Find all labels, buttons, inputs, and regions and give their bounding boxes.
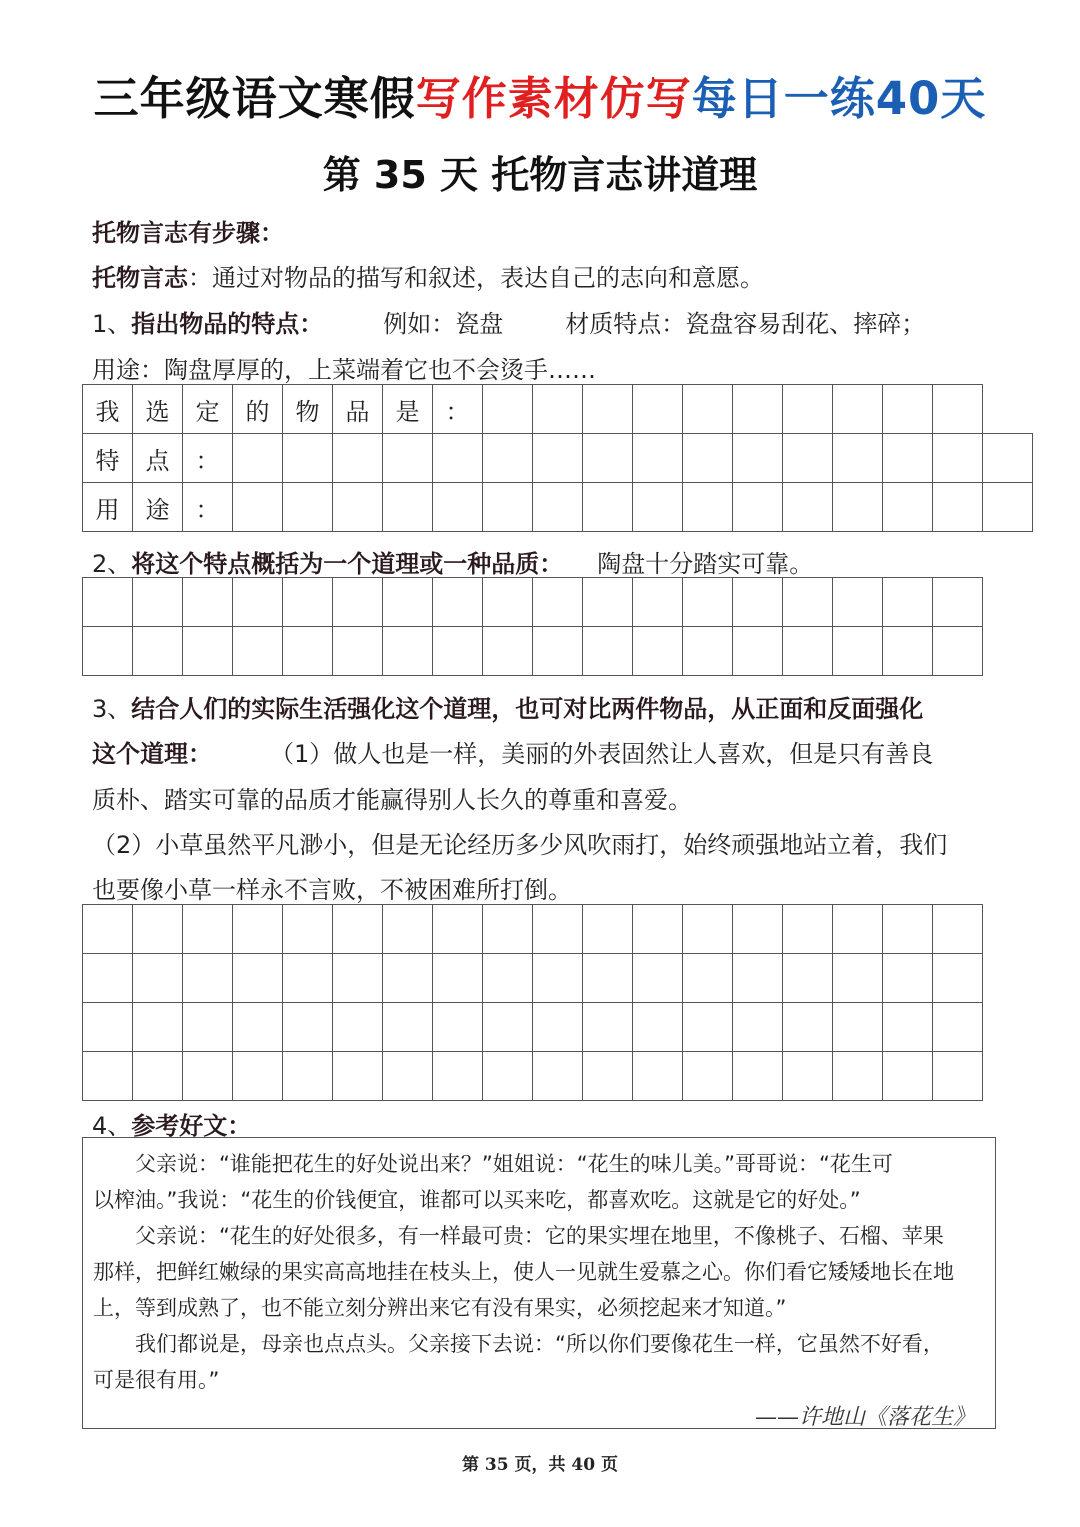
step3-grid[interactable] bbox=[82, 904, 983, 1101]
blank-cell[interactable] bbox=[733, 905, 783, 954]
blank-cell[interactable] bbox=[133, 1003, 183, 1052]
blank-cell[interactable] bbox=[233, 578, 283, 627]
step2-example: 陶盘十分踏实可靠。 bbox=[597, 550, 814, 578]
grid-cell: 点 bbox=[133, 434, 183, 483]
blank-cell[interactable] bbox=[933, 483, 983, 532]
blank-cell[interactable] bbox=[933, 1052, 983, 1101]
blank-cell[interactable] bbox=[833, 578, 883, 627]
blank-cell[interactable] bbox=[183, 578, 233, 627]
definition-term: 托物言志 bbox=[92, 264, 188, 292]
blank-cell[interactable] bbox=[283, 627, 333, 676]
blank-cell[interactable] bbox=[583, 483, 633, 532]
blank-cell[interactable] bbox=[733, 1052, 783, 1101]
blank-cell[interactable] bbox=[683, 483, 733, 532]
blank-cell[interactable] bbox=[283, 578, 333, 627]
blank-cell[interactable] bbox=[883, 1052, 933, 1101]
blank-cell[interactable] bbox=[633, 1052, 683, 1101]
step1-number: 1、 bbox=[92, 310, 132, 338]
blank-cell[interactable] bbox=[433, 434, 483, 483]
grid-row-item bbox=[83, 385, 1033, 434]
step4-heading: 参考好文： bbox=[131, 1112, 252, 1140]
blank-cell[interactable] bbox=[933, 434, 983, 483]
blank-cell[interactable] bbox=[683, 905, 733, 954]
grid-cell: ： bbox=[183, 434, 233, 483]
blank-cell[interactable] bbox=[883, 905, 933, 954]
title-part1: 三年级语文寒假 bbox=[93, 72, 416, 125]
step3-line1 bbox=[92, 689, 992, 724]
step3-example1-line1: （1）做人也是一样，美丽的外表固然让人喜欢，但是只有善良 bbox=[270, 740, 934, 768]
step4-line bbox=[92, 1106, 992, 1141]
blank-cell[interactable] bbox=[633, 483, 683, 532]
blank-cell[interactable] bbox=[433, 1003, 483, 1052]
step2-grid[interactable] bbox=[82, 577, 983, 676]
blank-cell[interactable] bbox=[333, 578, 383, 627]
blank-cell[interactable] bbox=[533, 434, 583, 483]
essay-line: 上，等到成熟了，也不能立刻分辨出来它有没有果实，必须挖起来才知道。” bbox=[93, 1296, 787, 1320]
blank-cell[interactable] bbox=[933, 954, 983, 1003]
blank-cell[interactable] bbox=[333, 1003, 383, 1052]
blank-cell[interactable] bbox=[683, 1003, 733, 1052]
blank-cell[interactable] bbox=[533, 1003, 583, 1052]
blank-cell[interactable] bbox=[183, 905, 233, 954]
blank-cell[interactable] bbox=[133, 578, 183, 627]
grid-cell: ： bbox=[183, 483, 233, 532]
blank-cell[interactable] bbox=[733, 578, 783, 627]
blank-cell[interactable] bbox=[783, 954, 833, 1003]
blank-cell[interactable] bbox=[783, 905, 833, 954]
blank-cell[interactable] bbox=[533, 1052, 583, 1101]
blank-cell[interactable] bbox=[283, 1052, 333, 1101]
blank-cell[interactable] bbox=[533, 578, 583, 627]
blank-cell[interactable] bbox=[483, 1052, 533, 1101]
blank-cell[interactable] bbox=[883, 434, 933, 483]
blank-cell[interactable] bbox=[633, 578, 683, 627]
reference-essay-box bbox=[82, 1137, 996, 1429]
blank-cell[interactable] bbox=[833, 385, 883, 434]
blank-cell[interactable] bbox=[333, 1052, 383, 1101]
blank-cell[interactable] bbox=[733, 627, 783, 676]
blank-cell[interactable] bbox=[333, 627, 383, 676]
blank-cell[interactable] bbox=[883, 578, 933, 627]
blank-cell[interactable] bbox=[783, 483, 833, 532]
blank-cell[interactable] bbox=[433, 483, 483, 532]
blank-cell[interactable] bbox=[433, 905, 483, 954]
blank-cell[interactable] bbox=[183, 627, 233, 676]
blank-cell[interactable] bbox=[683, 434, 733, 483]
blank-cell[interactable] bbox=[733, 434, 783, 483]
blank-cell[interactable] bbox=[283, 1003, 333, 1052]
blank-cell[interactable] bbox=[683, 627, 733, 676]
blank-cell[interactable] bbox=[633, 954, 683, 1003]
definition-line bbox=[92, 258, 992, 293]
page-title bbox=[0, 62, 1080, 125]
grid-cell: 是 bbox=[383, 385, 433, 434]
blank-cell[interactable] bbox=[333, 954, 383, 1003]
grid-cell: 品 bbox=[333, 385, 383, 434]
blank-cell[interactable] bbox=[283, 905, 333, 954]
step3-number: 3、 bbox=[92, 695, 132, 723]
blank-cell[interactable] bbox=[583, 434, 633, 483]
step2-heading: 将这个特点概括为一个道理或一种品质： bbox=[131, 550, 564, 578]
blank-cell[interactable] bbox=[133, 627, 183, 676]
blank-cell[interactable] bbox=[683, 954, 733, 1003]
blank-cell[interactable] bbox=[733, 385, 783, 434]
blank-cell[interactable] bbox=[633, 905, 683, 954]
blank-cell[interactable] bbox=[683, 578, 733, 627]
blank-cell[interactable] bbox=[533, 954, 583, 1003]
essay-signature: ——许地山《落花生》 bbox=[754, 1405, 975, 1430]
blank-cell[interactable] bbox=[283, 434, 333, 483]
blank-cell[interactable] bbox=[233, 483, 283, 532]
essay-line: 可是很有用。” bbox=[93, 1368, 220, 1392]
page-footer: 第 35 页，共 40 页 bbox=[462, 1455, 618, 1475]
blank-cell[interactable] bbox=[183, 954, 233, 1003]
grid-cell: 特 bbox=[83, 434, 133, 483]
blank-cell[interactable] bbox=[233, 905, 283, 954]
blank-cell[interactable] bbox=[583, 1003, 633, 1052]
step3-example2-line1: （2）小草虽然平凡渺小，但是无论经历多少风吹雨打，始终顽强地站立着，我们 bbox=[92, 831, 948, 859]
step1-use-line: 用途：陶盘厚厚的，上菜端着它也不会烫手…… bbox=[92, 356, 596, 384]
grid-cell: 物 bbox=[283, 385, 333, 434]
blank-cell[interactable] bbox=[933, 1003, 983, 1052]
blank-cell[interactable] bbox=[383, 434, 433, 483]
blank-cell[interactable] bbox=[83, 627, 133, 676]
blank-cell[interactable] bbox=[633, 434, 683, 483]
blank-cell[interactable] bbox=[933, 627, 983, 676]
blank-cell[interactable] bbox=[783, 578, 833, 627]
blank-cell[interactable] bbox=[383, 1003, 433, 1052]
blank-cell[interactable] bbox=[683, 1052, 733, 1101]
essay-line: 以榨油。”我说：“花生的价钱便宜，谁都可以买来吃，都喜欢吃。这就是它的好处。” bbox=[93, 1188, 861, 1212]
step2-number: 2、 bbox=[92, 550, 132, 578]
blank-cell[interactable] bbox=[983, 483, 1033, 532]
blank-cell[interactable] bbox=[883, 483, 933, 532]
blank-cell[interactable] bbox=[533, 385, 583, 434]
blank-cell[interactable] bbox=[883, 954, 933, 1003]
step3-example1-line2: 质朴、踏实可靠的品质才能赢得别人长久的尊重和喜爱。 bbox=[92, 786, 692, 814]
blank-cell[interactable] bbox=[583, 627, 633, 676]
blank-cell[interactable] bbox=[883, 627, 933, 676]
blank-cell[interactable] bbox=[633, 1003, 683, 1052]
blank-cell[interactable] bbox=[483, 627, 533, 676]
blank-cell[interactable] bbox=[483, 905, 533, 954]
blank-cell[interactable] bbox=[433, 954, 483, 1003]
blank-cell[interactable] bbox=[783, 627, 833, 676]
blank-cell[interactable] bbox=[483, 1003, 533, 1052]
blank-cell[interactable] bbox=[883, 1003, 933, 1052]
blank-cell[interactable] bbox=[433, 578, 483, 627]
blank-cell[interactable] bbox=[833, 1003, 883, 1052]
blank-cell[interactable] bbox=[233, 434, 283, 483]
blank-cell[interactable] bbox=[583, 385, 633, 434]
definition-text: ：通过对物品的描写和叙述，表达自己的志向和意愿。 bbox=[188, 264, 764, 292]
day-subtitle: 第 35 天 托物言志讲道理 bbox=[322, 153, 758, 197]
blank-cell[interactable] bbox=[733, 483, 783, 532]
blank-cell[interactable] bbox=[533, 483, 583, 532]
essay-line: 父亲说：“花生的好处很多，有一样最可贵：它的果实埋在地里，不像桃子、石榴、苹果 bbox=[135, 1224, 944, 1248]
blank-cell[interactable] bbox=[833, 1052, 883, 1101]
grid-row-use bbox=[83, 483, 1033, 532]
title-part2: 写作素材仿写 bbox=[415, 72, 692, 125]
grid-cell: ： bbox=[433, 385, 483, 434]
blank-cell[interactable] bbox=[883, 385, 933, 434]
blank-cell[interactable] bbox=[233, 954, 283, 1003]
blank-cell[interactable] bbox=[933, 905, 983, 954]
blank-cell[interactable] bbox=[383, 627, 433, 676]
blank-cell[interactable] bbox=[483, 483, 533, 532]
step4-number: 4、 bbox=[92, 1112, 132, 1140]
blank-cell[interactable] bbox=[833, 627, 883, 676]
blank-cell[interactable] bbox=[633, 385, 683, 434]
grid-row-feature bbox=[83, 434, 1033, 483]
blank-cell[interactable] bbox=[383, 483, 433, 532]
blank-cell[interactable] bbox=[83, 954, 133, 1003]
blank-cell[interactable] bbox=[233, 1052, 283, 1101]
step3-example2-line2: 也要像小草一样永不言败，不被困难所打倒。 bbox=[92, 876, 572, 904]
blank-cell[interactable] bbox=[383, 1052, 433, 1101]
blank-cell[interactable] bbox=[783, 1052, 833, 1101]
grid-cell: 的 bbox=[233, 385, 283, 434]
blank-cell[interactable] bbox=[133, 1052, 183, 1101]
blank-cell[interactable] bbox=[433, 627, 483, 676]
essay-line: 父亲说：“谁能把花生的好处说出来？”姐姐说：“花生的味儿美。”哥哥说：“花生可 bbox=[135, 1152, 893, 1176]
blank-cell[interactable] bbox=[283, 954, 333, 1003]
grid-cell: 定 bbox=[183, 385, 233, 434]
blank-cell[interactable] bbox=[233, 1003, 283, 1052]
blank-cell[interactable] bbox=[833, 905, 883, 954]
blank-cell[interactable] bbox=[133, 905, 183, 954]
steps-heading: 托物言志有步骤： bbox=[92, 219, 284, 247]
grid-cell: 途 bbox=[133, 483, 183, 532]
blank-cell[interactable] bbox=[533, 905, 583, 954]
blank-cell[interactable] bbox=[83, 1003, 133, 1052]
blank-cell[interactable] bbox=[783, 1003, 833, 1052]
blank-cell[interactable] bbox=[733, 1003, 783, 1052]
blank-cell[interactable] bbox=[583, 954, 633, 1003]
blank-cell[interactable] bbox=[83, 905, 133, 954]
blank-cell[interactable] bbox=[183, 1052, 233, 1101]
blank-cell[interactable] bbox=[333, 434, 383, 483]
blank-cell[interactable] bbox=[533, 627, 583, 676]
blank-cell[interactable] bbox=[383, 905, 433, 954]
blank-cell[interactable] bbox=[333, 483, 383, 532]
blank-cell[interactable] bbox=[133, 954, 183, 1003]
step3-line2 bbox=[92, 734, 992, 769]
blank-cell[interactable] bbox=[583, 1052, 633, 1101]
blank-cell[interactable] bbox=[383, 954, 433, 1003]
blank-cell[interactable] bbox=[833, 483, 883, 532]
blank-cell[interactable] bbox=[783, 434, 833, 483]
blank-cell[interactable] bbox=[483, 578, 533, 627]
blank-cell[interactable] bbox=[933, 385, 983, 434]
grid-cell: 选 bbox=[133, 385, 183, 434]
grid-cell: 我 bbox=[83, 385, 133, 434]
blank-cell[interactable] bbox=[83, 578, 133, 627]
blank-cell[interactable] bbox=[633, 627, 683, 676]
blank-cell[interactable] bbox=[483, 434, 533, 483]
blank-cell[interactable] bbox=[483, 385, 533, 434]
blank-cell[interactable] bbox=[683, 385, 733, 434]
step1-grid[interactable] bbox=[82, 384, 1033, 532]
step1-line bbox=[92, 304, 992, 339]
blank-cell[interactable] bbox=[83, 1052, 133, 1101]
blank-cell[interactable] bbox=[833, 954, 883, 1003]
blank-cell[interactable] bbox=[483, 954, 533, 1003]
blank-cell[interactable] bbox=[383, 578, 433, 627]
grid-cell: 用 bbox=[83, 483, 133, 532]
blank-cell[interactable] bbox=[733, 954, 783, 1003]
blank-cell[interactable] bbox=[933, 578, 983, 627]
blank-cell[interactable] bbox=[233, 627, 283, 676]
blank-cell[interactable] bbox=[583, 905, 633, 954]
blank-cell[interactable] bbox=[433, 1052, 483, 1101]
step3-heading-line2: 这个道理： bbox=[92, 740, 212, 768]
title-part3: 每日一练40天 bbox=[691, 72, 987, 125]
blank-cell[interactable] bbox=[783, 385, 833, 434]
step1-heading: 指出物品的特点： bbox=[131, 310, 324, 338]
step2-line bbox=[92, 544, 992, 579]
blank-cell[interactable] bbox=[333, 905, 383, 954]
blank-cell[interactable] bbox=[183, 1003, 233, 1052]
essay-line: 那样，把鲜红嫩绿的果实高高地挂在枝头上，使人一见就生爱慕之心。你们看它矮矮地长在地 bbox=[93, 1260, 954, 1284]
blank-cell[interactable] bbox=[983, 434, 1033, 483]
step1-material: 材质特点：瓷盘容易刮花、摔碎； bbox=[565, 310, 926, 338]
blank-cell[interactable] bbox=[833, 434, 883, 483]
blank-cell[interactable] bbox=[283, 483, 333, 532]
blank-cell[interactable] bbox=[583, 578, 633, 627]
step1-example: 例如：瓷盘 bbox=[383, 310, 504, 338]
step3-heading-line1: 结合人们的实际生活强化这个道理，也可对比两件物品，从正面和反面强化 bbox=[131, 695, 924, 723]
essay-line: 我们都说是，母亲也点点头。父亲接下去说：“所以你们要像花生一样，它虽然不好看， bbox=[135, 1332, 944, 1356]
